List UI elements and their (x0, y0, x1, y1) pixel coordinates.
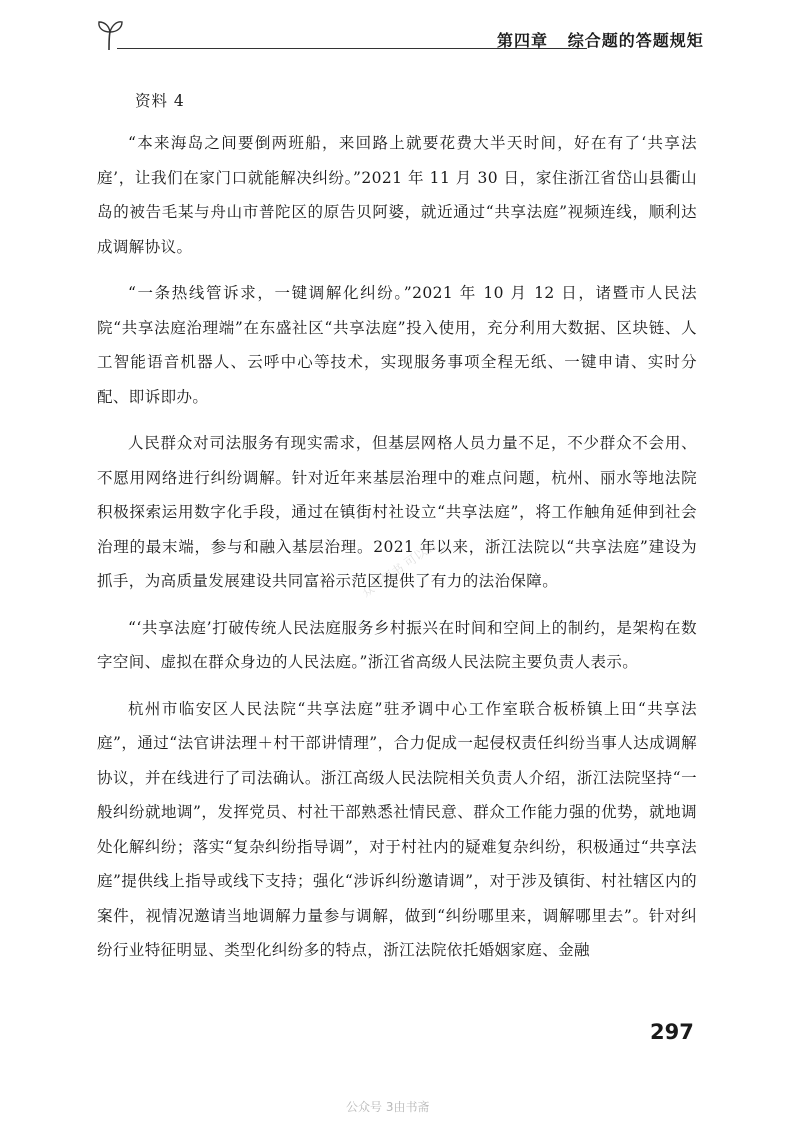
section-title: 资料 4 (135, 92, 185, 110)
page-number: 297 (650, 1020, 694, 1044)
paragraph-3: 人民群众对司法服务有现实需求，但基层网格人员力量不足，不少群众不会用、不愿用网络进行纠纷调解。针对近年来基层治理中的难点问题，杭州、丽水等地法院积极探索运用数字化手段，通过在镇街村社设立“共享法庭”，将工作触角延伸到社会治理的最末端，参与和融入基层治理。2021 年以来，浙江法院以“共享法庭”建设为抓手，为高质量发展建设共同富裕示范区提供了有力的法治保障。 (97, 434, 697, 590)
paragraph-4: “‘共享法庭’打破传统人民法庭服务乡村振兴在时间和空间上的制约，是架构在数字空间、虚拟在群众身边的人民法庭。”浙江省高级人民法院主要负责人表示。 (97, 618, 697, 671)
paragraph-2: “一条热线管诉求，一键调解化纠纷。”2021 年 10 月 12 日，诸暨市人民法院“共享法庭治理端”在东盛社区“共享法庭”投入使用，充分利用大数据、区块链、人工智能语音机器人、云呼中心等技术，实现服务事项全程无纸、一键申请、实时分配、即诉即办。 (97, 284, 697, 406)
paragraph-1: “本来海岛之间要倒两班船，来回路上就要花费大半天时间，好在有了‘共享法庭’，让我们在家门口就能解决纠纷。”2021 年 11 月 30 日，家住浙江省岱山县衢山岛的被告毛某与舟山市普陀区的原告贝阿婆，就近通过“共享法庭”视频连线，顺利达成调解协议。 (97, 134, 697, 256)
watermark-center: 众号恒书 可以看 (359, 537, 440, 600)
body-text (97, 126, 697, 980)
chapter-heading (497, 28, 704, 51)
running-header (95, 14, 705, 54)
chapter-number: 第四章 (497, 31, 549, 50)
chapter-title: 综合题的答题规矩 (567, 31, 704, 50)
paragraph-5: 杭州市临安区人民法院“共享法庭”驻矛调中心工作室联合板桥镇上田“共享法庭”，通过“法官讲法理＋村干部讲情理”，合力促成一起侵权责任纠纷当事人达成调解协议，并在线进行了司法确认。浙江高级人民法院相关负责人介绍，浙江法院坚持“一般纠纷就地调”，发挥党员、村社干部熟悉社情民意、群众工作能力强的优势，就地调处化解纠纷；落实“复杂纠纷指导调”，对于村社内的疑难复杂纠纷，积极通过“共享法庭”提供线上指导或线下支持；强化“涉诉纠纷邀请调”，对于涉及镇街、村社辖区内的案件，视情况邀请当地调解力量参与调解，做到“纠纷哪里来，调解哪里去”。针对纠纷行业特征明显、类型化纠纷多的特点，浙江法院依托婚姻家庭、金融 (97, 699, 697, 959)
watermark-bottom: 公众号 3由书斋 (346, 1100, 430, 1114)
